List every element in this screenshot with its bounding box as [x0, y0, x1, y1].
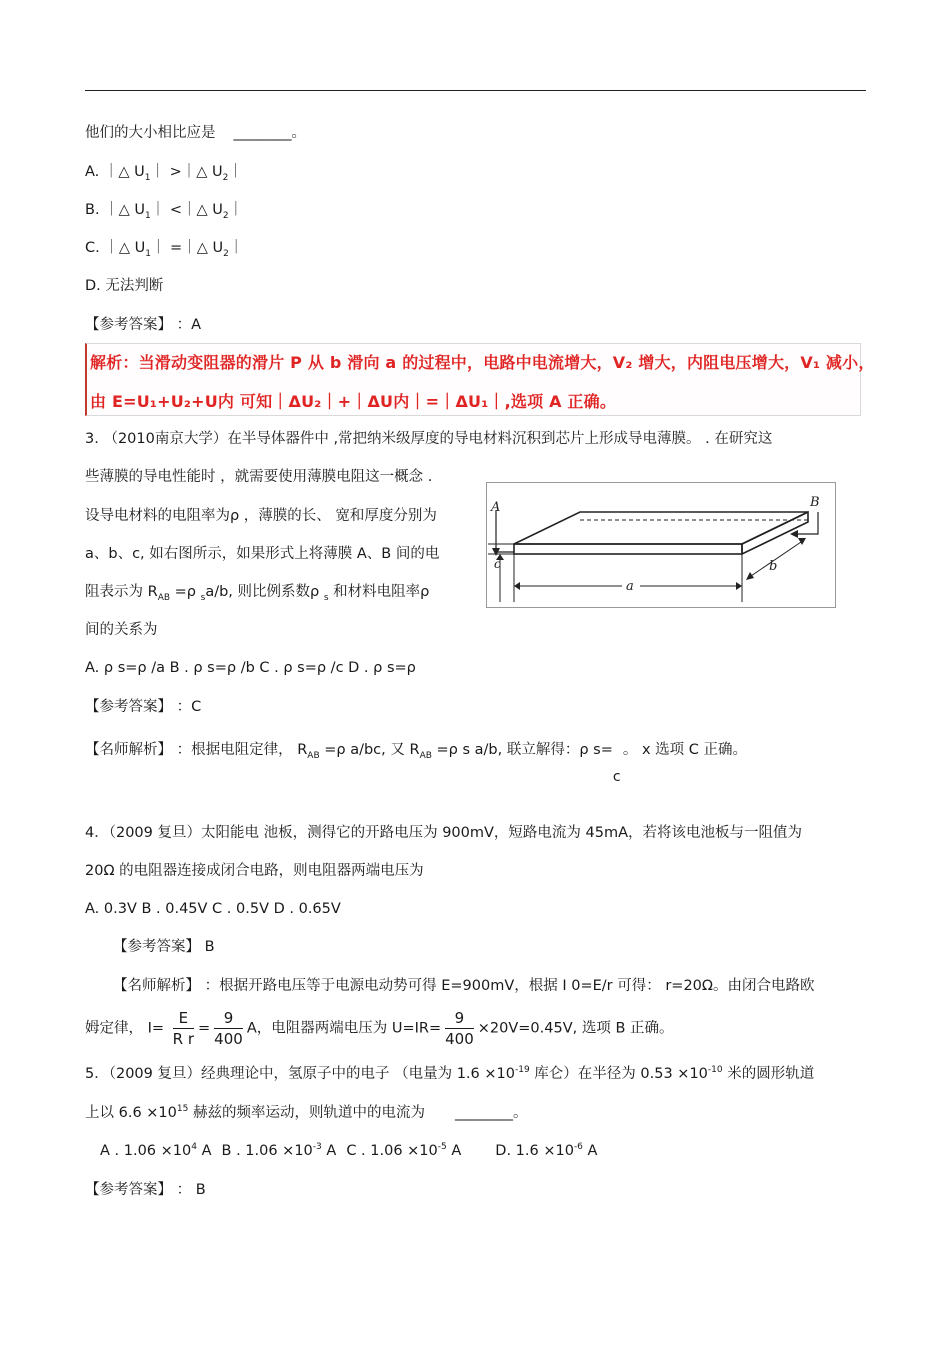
thin-film-diagram — [486, 482, 836, 608]
fraction-9-over-400-b: $\frac{9}{400}$ — [445, 1009, 474, 1048]
label-a: a — [626, 579, 634, 594]
q5-options: A . $1.06 \times 10^4$ A B . $1.06 \times 10^{-3}$ A C . $1.06 \times 10^{-5}$ A D. $1.6 \times 10^{-6}$ A — [100, 1142, 598, 1159]
q4-line-1: 4．（2009 复旦）太阳能电 池板，测得它的开路电压为 900mV，短路电流为 45mA，若将该电池板与一阻值为 — [85, 825, 803, 841]
explanation-line-2: 由 E=U₁+U₂+U内 可知｜ΔU₂｜+｜ΔU内｜=｜ΔU₁｜,选项 A 正确。 — [90, 392, 617, 411]
label-c: c — [494, 557, 501, 571]
question-stem-tail: 他们的大小相比应是 ________。 — [85, 125, 306, 141]
q5-line-2: 上以 $6.6 \times 10^{15}$ 赫兹的频率运动，则轨道中的电流为 ________。 — [85, 1104, 528, 1121]
q3-line-1: 3. （2010南京大学）在半导体器件中 ,常把纳米级厚度的导电材料沉积到芯片上形成导电薄膜。 . 在研究这 — [85, 431, 773, 447]
q3-line-2: 些薄膜的导电性能时 ，就需要使用薄膜电阻这一概念 . — [85, 469, 433, 485]
q4-options: A. 0.3V B . 0.45V C . 0.5V D . 0.65V — [85, 901, 341, 917]
label-b: b — [769, 559, 778, 574]
q4-line-2: 20Ω 的电阻器连接成闭合电路，则电阻器两端电压为 — [85, 863, 424, 879]
q3-line-4: a、b、c, 如右图所示，如果形式上将薄膜 A、B 间的电 — [85, 546, 440, 562]
explanation-line-1: 解析：当滑动变阻器的滑片 P 从 b 滑向 a 的过程中，电路中电流增大，V₂ 增大，内阻电压增大，V₁ 减小， — [90, 353, 875, 372]
answer-q2: 【参考答案】 ：A — [85, 317, 202, 333]
fraction-e-over-r: $\frac{E}{\text{R r}}$ — [172, 1009, 195, 1048]
label-B: B — [810, 495, 820, 510]
label-A: A — [491, 500, 501, 515]
q3-options: A. ρ s=ρ /a B . ρ s=ρ /b C . ρ s=ρ /c D . ρ s=ρ — [85, 660, 416, 676]
q5-answer: 【参考答案】 ： B — [85, 1182, 206, 1198]
fraction-9-over-400: $\frac{9}{400}$ — [214, 1009, 243, 1048]
option-a: A. ｜△ $U_1|$ >｜△ $U_2|$ — [85, 164, 243, 183]
q3-line-5: 阻表示为 $R_{AB} =\rho$ $_s$a/b, 则比例系数ρ $_s$ 和材料电阻率ρ — [85, 584, 430, 603]
q3-line-3: 设导电材料的电阻率为ρ ，薄膜的长、 宽和厚度分别为 — [85, 508, 437, 524]
q4-analysis-2: 姆定律， I= $\frac{E}{\text{R r}}$ = $\frac{9}{400}$ A，电阻器两端电压为 U=IR= $\frac{9}{400}$ ×20V=0.45V, 选项 B 正确。 — [85, 1009, 674, 1048]
option-c: C. ｜△ $U_1|$ =｜△ $U_2|$ — [85, 240, 244, 259]
q3-line-6: 间的关系为 — [85, 622, 158, 638]
q5-line-1: 5．（2009 复旦）经典理论中，氢原子中的电子 （电量为 $1.6 \times 10^{-19}$ 库仑）在半径为 $0.53 \times 10^{-10}$ 米的圆形轨道 — [85, 1065, 815, 1082]
option-d: D. 无法判断 — [85, 278, 164, 294]
q3-analysis: 【名师解析】 ：根据电阻定律， $R_{AB} =\rho$ a/bc, 又 $R_{AB} =\rho$ s a/b, 联立解得：ρ s= c 。 x 选项 C 正确。 — [85, 742, 748, 785]
option-b: B. ｜△ $U_1|$ <｜△ $U_2|$ — [85, 202, 244, 221]
q4-answer: 【参考答案】 B — [113, 939, 215, 955]
header-rule — [85, 90, 866, 91]
q3-answer: 【参考答案】 ：C — [85, 699, 202, 715]
q4-analysis-1: 【名师解析】 ：根据开路电压等于电源电动势可得 E=900mV，根据 I 0=E/r 可得： r=20Ω。由闭合电路欧 — [113, 978, 815, 994]
